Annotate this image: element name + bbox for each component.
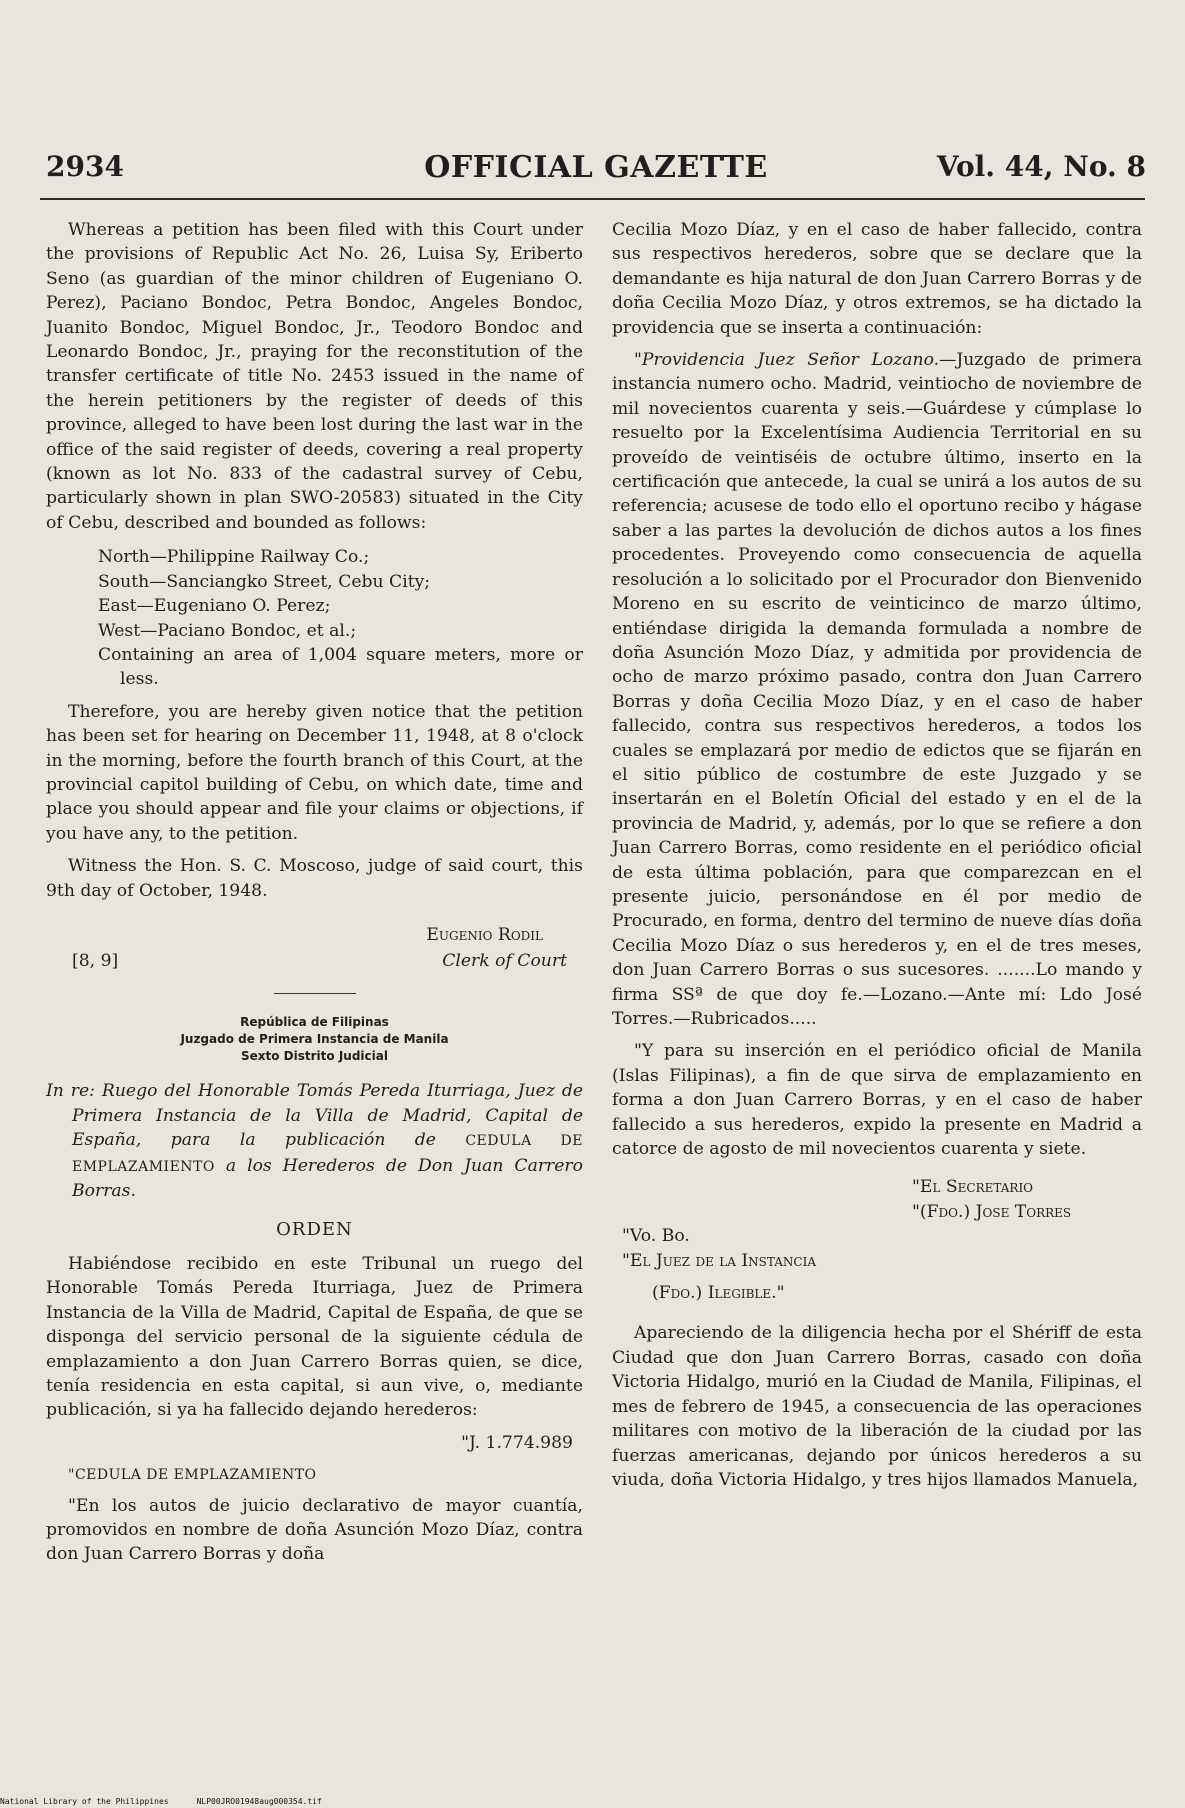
providencia-heading: "Providencia Juez Señor Lozano. xyxy=(634,350,940,371)
publication-title: OFFICIAL GAZETTE xyxy=(424,150,768,185)
page-number: 2934 xyxy=(46,150,124,183)
in-re-cedula: CEDULA DE EMPLAZAMIENTO xyxy=(72,1133,584,1175)
court-header xyxy=(46,1014,583,1065)
library-credit: National Library of the Philippines xyxy=(0,1797,169,1806)
notice-paragraph: Therefore, you are hereby given notice that the petition has been set for hearing on December 11, 1948, at 8 o'clock in the morning, before the fourth branch of this Court, at the provincial capitol building of Cebu, on which date, time and place you should appear and file your claims or objections, if you have any, to the petition. xyxy=(46,701,583,844)
court-header-line: Sexto Distrito Judicial xyxy=(241,1049,388,1064)
sheriff-paragraph: Apareciendo de la diligencia hecha por el Shériff de esta Ciudad que don Juan Carrero Borras, casado con doña Victoria Hidalgo, murió en la Ciudad de Manila, Filipinas, el mes de febrero de 1945, a consecuencia de las operaciones militares con motivo de la liberación de la ciudad por las fuerzas americanas, dejando por únicos herederos a su viuda, doña Victoria Hidalgo, y tres hijos llamados Manuela, xyxy=(612,1323,1142,1490)
signer-name: Eugenio Rodil xyxy=(426,924,543,945)
continuation-paragraph: Cecilia Mozo Díaz, y en el caso de haber fallecido, contra sus respectivos herederos, sobre que se declare que la demandante es hija natural de don Juan Carrero Borras y de doña Cecilia Mozo Díaz, y otros extremos, se ha dictado la providencia que se inserta a continuación: xyxy=(612,220,1142,338)
visto-bueno: "Vo. Bo. xyxy=(622,1226,690,1247)
in-re-caption xyxy=(46,1079,583,1203)
orden-paragraph: Habiéndose recibido en este Tribunal un ruego del Honorable Tomás Pereda Iturriaga, Juez de Primera Instancia de la Villa de Madrid, Capital de España, de que se disponga del servicio personal de la siguiente cédula de emplazamiento a don Juan Carrero Borras quien, se dice, tenía residencia en esta capital, si aun vive, o, mediante publicación, si ya ha fallecido dejando herederos: xyxy=(46,1253,583,1421)
witness-paragraph: Witness the Hon. S. C. Moscoso, judge of said court, this 9th day of October, 1948. xyxy=(46,856,583,901)
insercion-paragraph: "Y para su inserción en el periódico oficial de Manila (Islas Filipinas), a fin de que sirva de emplazamiento en forma a don Juan Carrero Borras, y en el caso de haber fallecido a sus herederos, expido la presente en Madrid a catorce de agosto de mil novecientos cuarenta y siete. xyxy=(612,1041,1142,1160)
secretario-signature: "(Fdo.) Jose Torres xyxy=(912,1201,1072,1222)
cedula-heading: "CEDULA DE EMPLAZAMIENTO xyxy=(68,1467,317,1484)
boundary-west: West—Paciano Bondoc, et al.; xyxy=(98,620,357,641)
cedula-paragraph: "En los autos de juicio declarativo de mayor cuantía, promovidos en nombre de doña Asunción Mozo Díaz, contra don Juan Carrero Borras y doña xyxy=(46,1495,583,1565)
in-re-text: In re: Ruego del Honorable Tomás Pereda Iturriaga, Juez de Primera Instancia de la Villa de Madrid, Capital de España, para la publicación de xyxy=(46,1081,583,1151)
ilegible-signature: (Fdo.) Ilegible." xyxy=(652,1283,785,1304)
court-header-line: República de Filipinas xyxy=(240,1015,389,1030)
left-column xyxy=(46,218,583,1567)
scan-footer xyxy=(0,1797,350,1806)
boundaries-list xyxy=(98,545,583,691)
providencia-paragraph xyxy=(612,348,1142,1031)
signature-block xyxy=(46,913,583,975)
boundary-north: North—Philippine Railway Co.; xyxy=(98,547,370,568)
juez-line: "El Juez de la Instancia xyxy=(622,1250,817,1271)
secretario-line: "El Secretario xyxy=(912,1177,1034,1198)
court-header-line: Juzgado de Primera Instancia de Manila xyxy=(180,1032,449,1047)
providencia-body: —Juzgado de primera instancia numero ocho. Madrid, veintiocho de noviembre de mil novecientos cuarenta y seis.—Guárdese y cúmplase lo resuelto por la Excelentísima Audiencia Territorial en su proveído de veintiséis de octubre último, inserto en la certificación que antecede, la cual se unirá a los autos de su referencia; acusese de todo ello el oportuno recibo y hágase saber a las partes la devolución de dichos autos a los fines procedentes. Proveyendo como consecuencia de aquella resolución a lo solicitado por el Procurador don Bienvenido Moreno en su escrito de veinticinco de marzo último, entiéndase dirigida la demanda formulada a nombre de doña Asunción Mozo Díaz, y admitida por providencia de ocho de marzo próximo pasado, contra don Juan Carrero Borras y doña Cecilia Mozo Díaz, y en el caso de haber fallecido, contra sus respectivos herederos, a todos los cuales se emplazará por medio de edictos que se fijarán en el sitio público de costumbre de este Juzgado y se insertarán en el Boletín Oficial del estado y en el de la provincia de Madrid, y, además, por lo que se refiere a don Juan Carrero Borras, como residente en el periódico oficial de esta última población, para que comparezcan en el presente juicio, personándose en él por medio de Procurado, en forma, dentro del termino de nueve días doña Cecilia Mozo Díaz o sus herederos y, en el de tres meses, don Juan Carrero Borras o sus sucesores. .......Lo mando y firma SSª de que doy fe.—Lozano.—Ante mí: Ldo José Torres.—Rubricados..... xyxy=(612,350,1142,1029)
header-rule xyxy=(40,198,1145,200)
in-re-text-end: a los Herederos de Don Juan Carrero Borras. xyxy=(72,1155,583,1202)
file-name: NLP00JRO01948aug000354.tif xyxy=(196,1797,322,1806)
volume-number: Vol. 44, No. 8 xyxy=(936,150,1146,183)
reference-number: "J. 1.774.989 xyxy=(461,1432,573,1453)
right-column xyxy=(612,218,1142,1492)
boundary-east: East—Eugeniano O. Perez; xyxy=(98,596,331,617)
section-divider xyxy=(274,993,356,995)
issue-code: [8, 9] xyxy=(72,950,119,971)
boundary-area: Containing an area of 1,004 square meters, more or less. xyxy=(98,644,583,690)
page-header xyxy=(46,150,1146,200)
orden-heading: ORDEN xyxy=(276,1218,353,1240)
signer-title: Clerk of Court xyxy=(442,950,567,971)
boundary-south: South—Sanciangko Street, Cebu City; xyxy=(98,571,431,592)
petition-paragraph: Whereas a petition has been filed with this Court under the provisions of Republic Act No. 26, Luisa Sy, Eriberto Seno (as guardian of the minor children of Eugeniano O. Perez), Paciano Bondoc, Petra Bondoc, Angeles Bondoc, Juanito Bondoc, Miguel Bondoc, Jr., Teodoro Bondoc and Leonardo Bondoc, Jr., praying for the reconstitution of the transfer certificate of title No. 2453 issued in the name of the herein petitioners by the register of deeds of this province, alleged to have been lost during the last war in the office of the said register of deeds, covering a real property (known as lot No. 833 of the cadastral survey of Cebu, particularly shown in plan SWO-20583) situated in the City of Cebu, described and bounded as follows: xyxy=(46,220,583,533)
